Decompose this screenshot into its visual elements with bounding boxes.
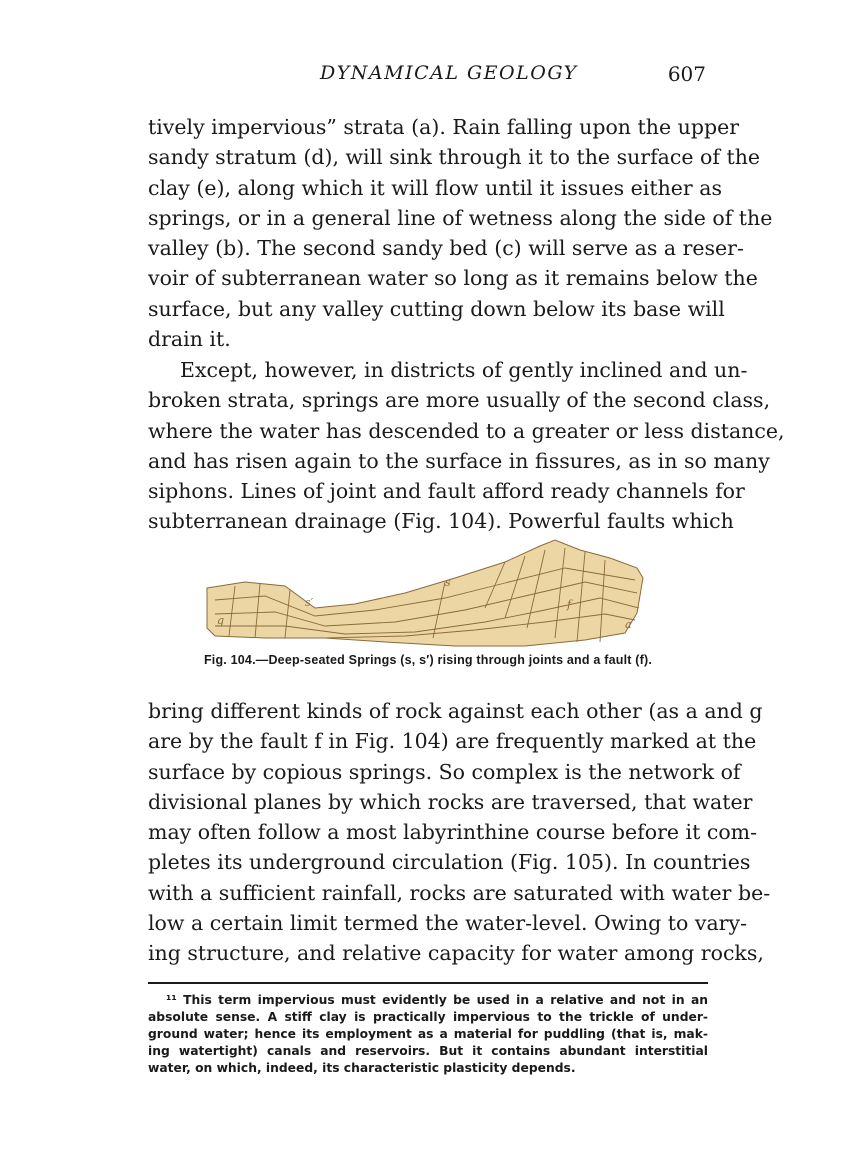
figure-caption: Fig. 104.—Deep-seated Springs (s, s′) rising through joints and a fault (f). (203, 653, 653, 667)
paragraph-continued (148, 112, 773, 354)
figure-label-g: g (217, 614, 225, 627)
paragraph-springs (148, 355, 785, 537)
text-line: ing structure, and relative capacity for water among rocks, (148, 941, 764, 966)
text-line: surface, but any valley cutting down below its base will (148, 296, 725, 321)
text-line: Except, however, in districts of gently inclined and un- (180, 358, 748, 382)
page-number: 607 (667, 62, 706, 86)
footnote (148, 992, 708, 1077)
figure-label-a: a (625, 618, 632, 631)
text-line: subterranean drainage (Fig. 104). Powerful faults which (148, 509, 734, 534)
footnote-line: ¹¹ This term impervious must evidently be used in a relative and not in an (166, 993, 708, 1007)
text-line: drain it. (148, 327, 231, 352)
text-line: broken strata, springs are more usually of the second class, (148, 388, 771, 413)
text-line: pletes its underground circulation (Fig. 105). In countries (148, 850, 751, 875)
text-line: springs, or in a general line of wetness along the side of the (148, 205, 773, 230)
text-line: surface by copious springs. So complex is the network of (148, 759, 741, 784)
running-title: DYNAMICAL GEOLOGY (320, 62, 578, 84)
footnote-line: absolute sense. A stiff clay is practically impervious to the trickle of under- (148, 1010, 708, 1024)
text-line: where the water has descended to a greater or less distance, (148, 418, 785, 443)
footnote-line: ground water; hence its employment as a material for puddling (that is, mak- (148, 1027, 708, 1041)
text-line: sandy stratum (d), will sink through it to the surface of the (148, 145, 761, 170)
text-line: tively impervious” strata (a). Rain falling upon the upper (148, 115, 739, 139)
figure-label-s: s (445, 576, 451, 589)
text-line: with a sufficient rainfall, rocks are saturated with water be- (148, 880, 771, 905)
text-line: siphons. Lines of joint and fault afford ready channels for (148, 479, 745, 504)
figure-label-f: f (567, 598, 572, 611)
figure-104-illustration (205, 538, 645, 648)
text-line: may often follow a most labyrinthine course before it com- (148, 820, 758, 845)
footnote-line: water, on which, indeed, its characteristic plasticity depends. (148, 1061, 576, 1075)
rock-strata-shape (207, 540, 643, 646)
text-line: voir of subterranean water so long as it remains below the (148, 266, 758, 291)
text-line: valley (b). The second sandy bed (c) will serve as a reser- (148, 236, 744, 261)
text-line: bring different kinds of rock against each other (as a and g (148, 699, 763, 723)
text-line: clay (e), along which it will flow until it issues either as (148, 175, 722, 200)
footnote-line: ing watertight) canals and reservoirs. But it contains abundant interstitial (148, 1044, 708, 1058)
paragraph-faults (148, 696, 771, 969)
figure-label-s-prime: s′ (305, 596, 314, 609)
running-head (148, 62, 708, 90)
geological-section-drawing (205, 538, 645, 648)
footnote-divider (148, 982, 708, 984)
text-line: are by the fault f in Fig. 104) are frequently marked at the (148, 729, 757, 754)
text-line: and has risen again to the surface in fissures, as in so many (148, 448, 770, 473)
text-line: low a certain limit termed the water-level. Owing to vary- (148, 911, 747, 936)
text-line: divisional planes by which rocks are traversed, that water (148, 789, 753, 814)
